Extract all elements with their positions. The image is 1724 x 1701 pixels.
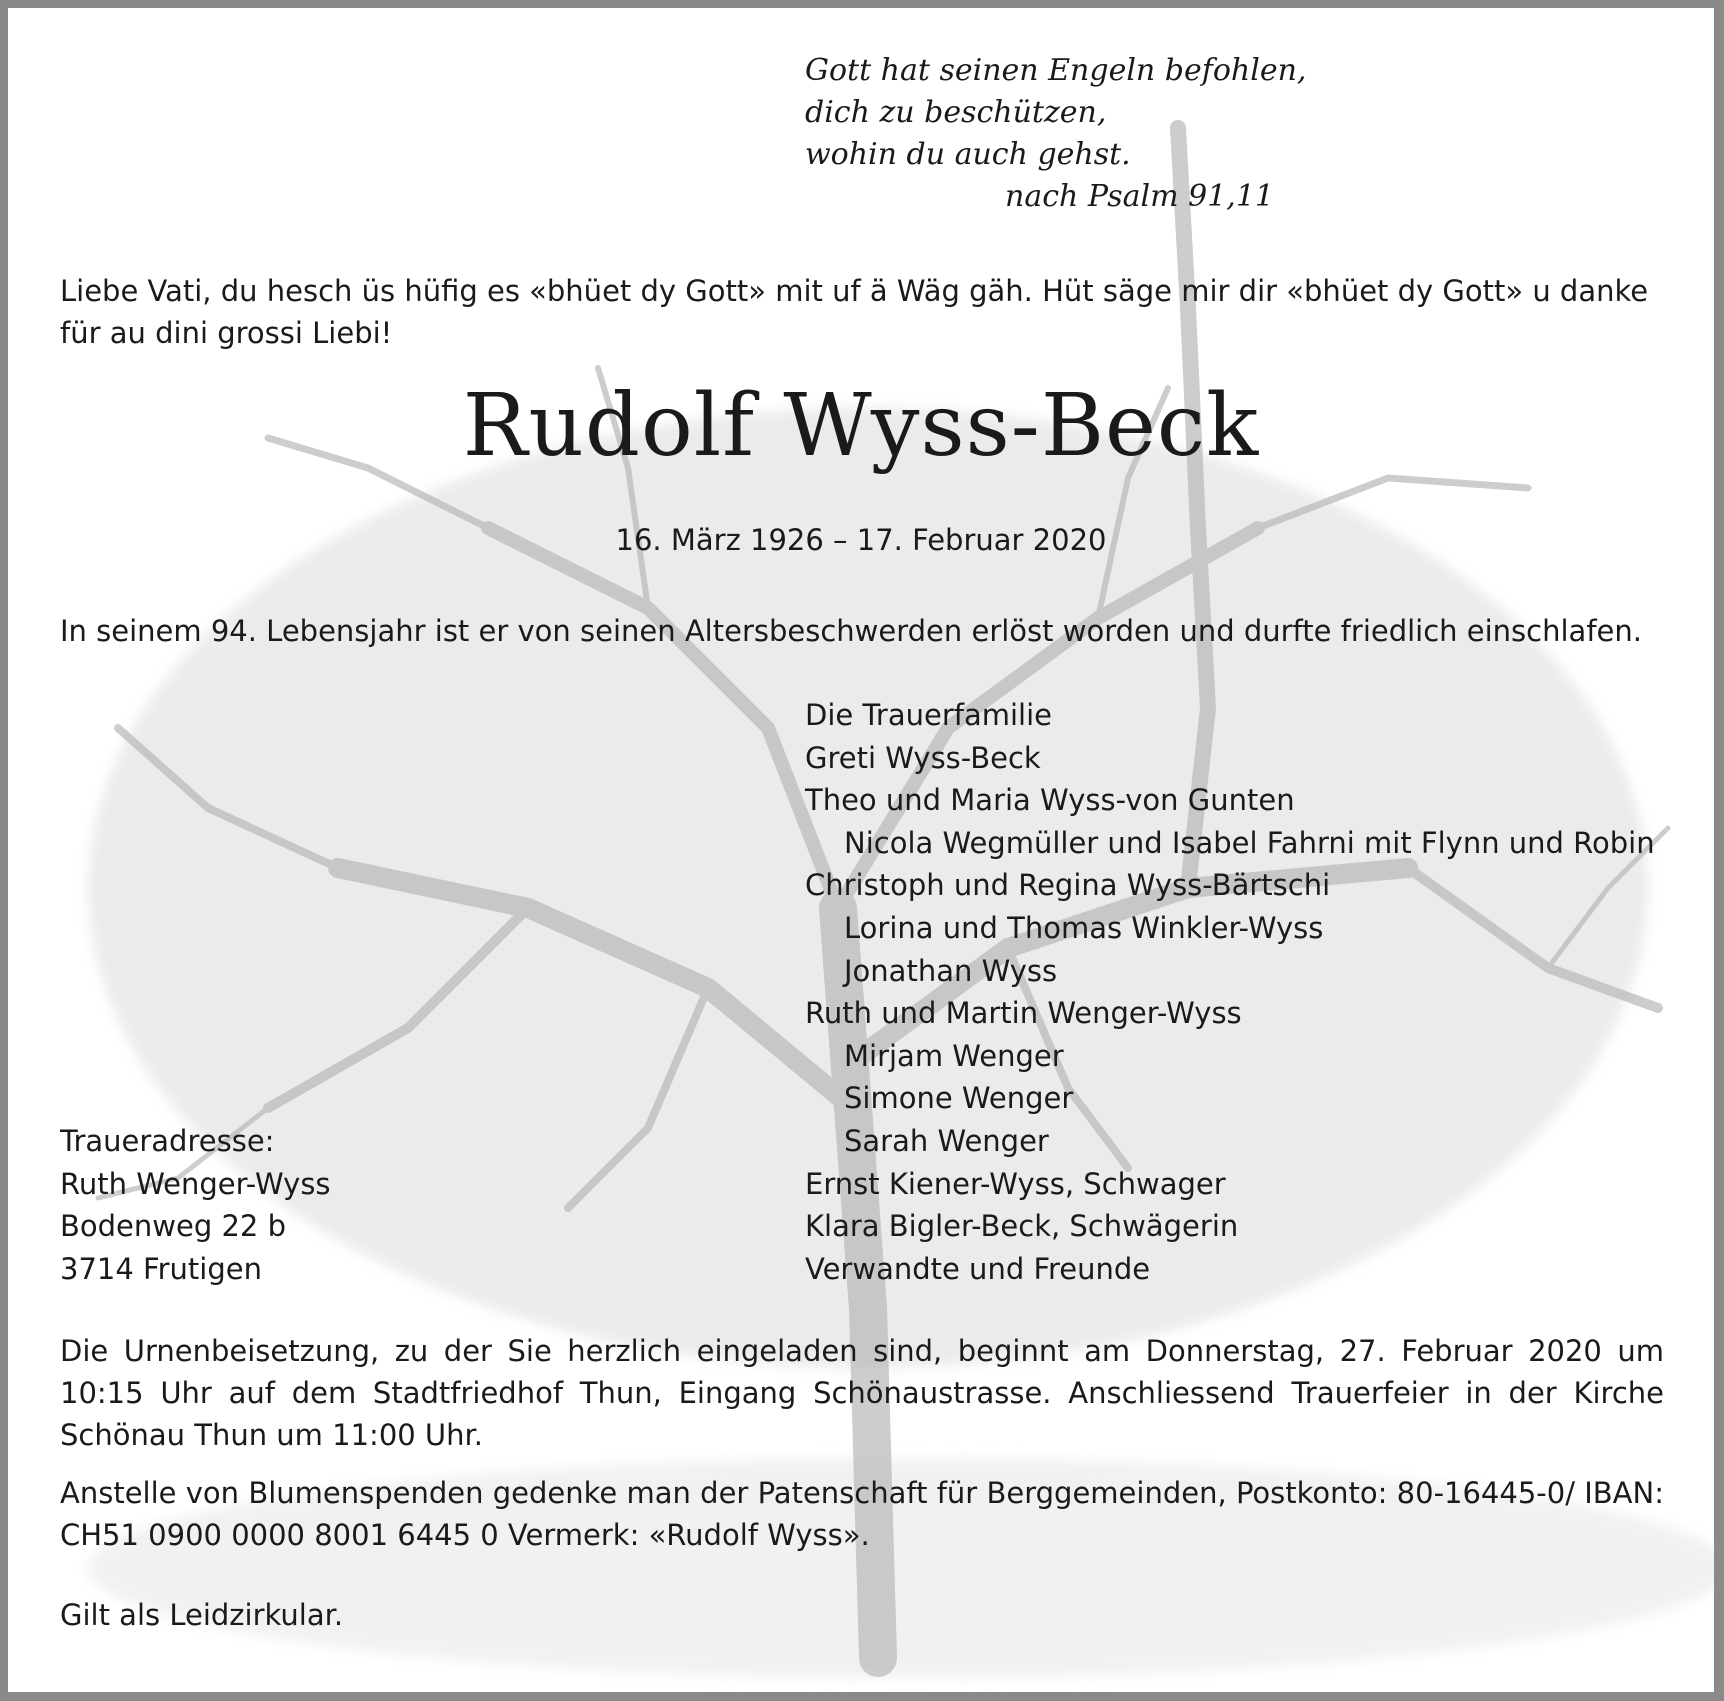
ceremony-text: Die Urnenbeisetzung, zu der Sie herzlich eingeladen sind, beginnt am Donnerstag, 27. Februar 2020 um 10:15 Uhr auf dem Stadtfriedhof Thun, Eingang Schönaustrasse. Anschliessend Trauerfeier in der Kirche Schönau Thun um 11:00 Uhr. [60, 1334, 1664, 1452]
mourning-address [60, 1120, 331, 1290]
family-member: Mirjam Wenger [844, 1038, 1064, 1073]
dedication-text: Liebe Vati, du hesch üs hüfig es «bhüet dy Gott» mit uf ä Wäg gäh. Hüt säge mir dir «bhüet dy Gott» u danke für au dini grossi Liebi! [60, 274, 1649, 350]
family-member: Klara Bigler-Beck, Schwägerin [805, 1209, 1239, 1244]
life-dates: 16. März 1926 – 17. Februar 2020 [615, 523, 1107, 557]
circular-note: Gilt als Leidzirkular. [60, 1598, 344, 1632]
psalm-line: Gott hat seinen Engeln befohlen, [805, 53, 1307, 88]
family-member: Sarah Wenger [844, 1123, 1049, 1158]
family-member: Die Trauerfamilie [805, 698, 1052, 732]
family-member: Nicola Wegmüller und Isabel Fahrni mit Flynn und Robin [844, 825, 1655, 860]
donation-text: Anstelle von Blumenspenden gedenke man der Patenschaft für Berggemeinden, Postkonto: 80-16445-0/ IBAN: CH51 0900 0000 8001 6445 0 Vermerk: «Rudolf Wyss». [60, 1476, 1664, 1552]
family-member: Theo und Maria Wyss-von Gunten [805, 783, 1295, 818]
psalm-quote [805, 50, 1306, 218]
family-member: Christoph und Regina Wyss-Bärtschi [805, 868, 1331, 903]
address-city: 3714 Frutigen [60, 1251, 262, 1286]
statement-text: In seinem 94. Lebensjahr ist er von seinen Altersbeschwerden erlöst worden und durfte friedlich einschlafen. [60, 614, 1642, 648]
family-list [805, 694, 1655, 1290]
family-member: Jonathan Wyss [844, 953, 1058, 988]
family-member: Simone Wenger [844, 1081, 1074, 1116]
address-street: Bodenweg 22 b [60, 1209, 286, 1244]
address-name: Ruth Wenger-Wyss [60, 1166, 331, 1201]
family-member: Greti Wyss-Beck [805, 740, 1041, 775]
obituary-card [8, 8, 1714, 1692]
psalm-line: dich zu beschützen, [805, 95, 1107, 130]
family-member: Lorina und Thomas Winkler-Wyss [844, 910, 1324, 945]
psalm-source: nach Psalm 91,11 [1005, 179, 1274, 214]
address-label: Traueradresse: [60, 1124, 275, 1158]
deceased-name: Rudolf Wyss-Beck [462, 376, 1260, 476]
psalm-line: wohin du auch gehst. [805, 137, 1131, 172]
family-member: Ernst Kiener-Wyss, Schwager [805, 1166, 1226, 1201]
family-member: Ruth und Martin Wenger-Wyss [805, 996, 1242, 1031]
family-member: Verwandte und Freunde [805, 1251, 1151, 1286]
